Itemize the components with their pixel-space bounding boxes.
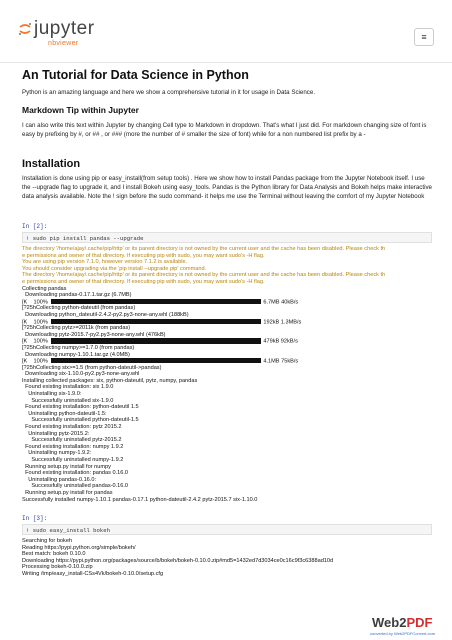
output-line-text: [K 100% [22, 299, 50, 306]
output-line-text: Best match: bokeh 0.10.0 [22, 551, 86, 558]
output-line [22, 404, 432, 411]
output-line-text: Downloading numpy-1.10.1.tar.gz (4.0MB) [22, 351, 130, 358]
output-line [22, 391, 432, 398]
installation-text: Installation is done using pip or easy_install(from setup tools) . Here we show how to install Pandas package from the Jupyter Notebook itself. I use the --upgrade flag to upgrade it, and I install Bokeh using easy_tools. Pandas is the Python library for Data Analysis and Bokeh helps make interactive data analysis available. Note the ! sign before the sudo command- it helps me use the Terminal without leaving the comfort of my Jupyter Notebook [22, 175, 432, 200]
output-line-text: The directory '/home/ajay/.cache/pip/http' or its parent directory is not owned by the current user and the cache has been disabled. Please check th [22, 246, 386, 252]
progress-bar [51, 338, 261, 343]
output-line [22, 266, 432, 273]
output-line-text: Processing bokeh-0.10.0.zip [22, 564, 93, 571]
output-line-text: [K 100% [22, 338, 50, 345]
output-line-text: [?25hCollecting pytz>=2011k (from pandas) [22, 325, 131, 332]
output-line-text: Successfully uninstalled python-dateutil-1.5 [22, 417, 139, 424]
output-line [22, 470, 432, 477]
output-line [22, 332, 432, 339]
output-line-text: Found existing installation: python-dateutil 1.5 [22, 404, 139, 411]
output-line-text: Collecting pandas [22, 285, 67, 292]
output-line-text: Writing /tmp/easy_install-CSs4Vk/bokeh-0.10.0/setup.cfg [22, 570, 164, 577]
output-line [22, 483, 432, 490]
output-line [22, 431, 432, 438]
output-line-text: [?25hCollecting six>=1.5 (from python-dateutil->pandas) [22, 364, 162, 371]
output-line-text: e permissions and owner of that directory. If executing pip with sudo, you may want sudo's -H flag. [22, 278, 265, 285]
progress-stats: 192kB 1.3MB/s [263, 318, 302, 325]
output-line-text: Searching for bokeh [22, 538, 73, 544]
output-line-text: Installing collected packages: six, python-dateutil, pytz, numpy, pandas [22, 377, 198, 384]
output-line [22, 345, 432, 352]
output-line [22, 259, 432, 266]
output-line [22, 246, 432, 253]
output-line-text: Found existing installation: six 1.9.0 [22, 384, 114, 391]
output-line-text: Uninstalling pytz-2015.2: [22, 430, 90, 437]
output-line [22, 457, 432, 464]
output-line-text: Uninstalling six-1.9.0: [22, 391, 82, 398]
progress-bar [51, 299, 261, 304]
output-line-text: Running setup.py install for pandas [22, 489, 113, 496]
intro-text: Python is an amazing language and here we show a comprehensive tutorial in it for usage in Data Science. [22, 89, 316, 96]
jupyter-orb-icon [18, 22, 32, 36]
output-line-text: Uninstalling pandas-0.16.0: [22, 476, 97, 483]
output-line [22, 417, 432, 424]
page-title: An Tutorial for Data Science in Python [22, 68, 249, 82]
nbviewer-header [0, 0, 452, 63]
output-line [22, 437, 432, 444]
output-line [22, 325, 432, 332]
output-line-text: Uninstalling numpy-1.9.2: [22, 450, 92, 457]
output-line [22, 299, 432, 306]
output-line [22, 551, 432, 558]
output-line [22, 490, 432, 497]
output-line [22, 450, 432, 457]
installation-heading: Installation [22, 158, 81, 170]
output-line-text: Successfully uninstalled pandas-0.16.0 [22, 483, 129, 490]
output-line [22, 424, 432, 431]
output-line-text: Downloading python_dateutil-2.4.2-py2.py3-none-any.whl (188kB) [22, 311, 189, 318]
output-line-text: Running setup.py install for numpy [22, 463, 111, 470]
output-line-text: You should consider upgrading via the 'pip install --upgrade pip' command. [22, 265, 207, 272]
cell-output [22, 246, 432, 503]
output-line-text: Successfully installed numpy-1.10.1 pandas-0.17.1 python-dateutil-2.4.2 pytz-2015.7 six-1.10.0 [22, 496, 258, 503]
hamburger-icon[interactable]: ≡ [414, 28, 434, 46]
web2pdf-caption: converted by Web2PDFConvert.com [370, 631, 436, 636]
progress-stats: 4.1MB 75kB/s [263, 358, 299, 365]
logo-subtitle: nbviewer [48, 40, 79, 47]
output-line-text: Successfully uninstalled pytz-2015.2 [22, 437, 122, 444]
output-line [22, 352, 432, 359]
progress-stats: 479kB 92kB/s [263, 338, 298, 345]
web2pdf-watermark[interactable] [360, 617, 444, 637]
output-line [22, 384, 432, 391]
output-line-text: e permissions and owner of that directory. If executing pip with sudo, you may want sudo's -H flag. [22, 252, 265, 259]
output-line [22, 338, 432, 345]
cell-output [22, 538, 432, 578]
code-cell-input[interactable]: ! sudo pip install pandas --upgrade [22, 232, 432, 243]
output-line [22, 279, 432, 286]
output-line-text: Downloading pytz-2015.7-py2.py3-none-any.whl (476kB) [22, 331, 166, 338]
output-line [22, 365, 432, 372]
progress-stats: 6.7MB 40kB/s [263, 299, 299, 306]
output-line-text: [K 100% [22, 318, 50, 325]
output-line [22, 272, 432, 279]
logo-text: jupyter [34, 18, 95, 39]
output-line-text: Downloading pandas-0.17.1.tar.gz (6.7MB) [22, 292, 132, 299]
cell-prompt: In [3]: [22, 515, 48, 522]
output-line [22, 411, 432, 418]
output-line [22, 558, 432, 565]
output-line-text: Downloading six-1.10.0-py2.py3-none-any.whl [22, 371, 140, 378]
output-line [22, 497, 432, 504]
output-line [22, 305, 432, 312]
output-line [22, 545, 432, 552]
output-line [22, 571, 432, 578]
web2pdf-logo-main: Web2 [372, 615, 407, 630]
output-line-text: Found existing installation: pytz 2015.2 [22, 424, 122, 431]
output-line-text: Successfully uninstalled numpy-1.9.2 [22, 457, 124, 463]
output-line [22, 312, 432, 319]
web2pdf-logo [372, 615, 432, 630]
output-line-text: Reading https://pypi.python.org/simple/bokeh/ [22, 544, 136, 551]
output-line [22, 538, 432, 545]
output-line-text: [?25hCollecting python-dateutil (from pandas) [22, 305, 136, 312]
output-line [22, 477, 432, 484]
output-line [22, 378, 432, 385]
output-line-text: Downloading https://pypi.python.org/packages/source/b/bokeh/bokeh-0.10.0.zip#md5=1432ed7d3034ce0c16c9f3c6388ad10d [22, 557, 334, 564]
output-line [22, 358, 432, 365]
output-line-text: You are using pip version 7.1.0, however version 7.1.2 is available. [22, 259, 188, 266]
output-line [22, 564, 432, 571]
progress-bar [51, 358, 261, 363]
output-line-text: [?25hCollecting numpy>=1.7.0 (from pandas) [22, 344, 135, 351]
output-line-text: Uninstalling python-dateutil-1.5: [22, 410, 107, 417]
output-line [22, 398, 432, 405]
output-line [22, 292, 432, 299]
output-line-text: The directory '/home/ajay/.cache/pip/http' or its parent directory is not owned by the current user and the cache has been disabled. Please check th [22, 272, 386, 279]
progress-bar [51, 319, 261, 324]
markdown-tip-heading: Markdown Tip within Jupyter [22, 105, 139, 115]
output-line [22, 371, 432, 378]
output-line-text: Successfully uninstalled six-1.9.0 [22, 397, 114, 404]
output-line-text: [K 100% [22, 358, 50, 365]
output-line [22, 286, 432, 293]
cell-prompt: In [2]: [22, 223, 48, 230]
markdown-tip-text: I can also write this text within Jupyter by changing Cell type to Markdown in dropdown. That's what I just did. For markdown changing size of font is easy by prefixing by #, or ## , or ### (more the number of # smaller the size of font) while for a non numbered list prefix by a - [22, 122, 427, 138]
output-line [22, 319, 432, 326]
output-line [22, 253, 432, 260]
output-line-text: Found existing installation: numpy 1.9.2 [22, 443, 124, 450]
code-cell-input[interactable]: ! sudo easy_install bokeh [22, 524, 432, 535]
output-line [22, 444, 432, 451]
web2pdf-logo-accent: PDF [406, 615, 433, 630]
output-line-text: Found existing installation: pandas 0.16.0 [22, 470, 129, 477]
output-line [22, 464, 432, 471]
